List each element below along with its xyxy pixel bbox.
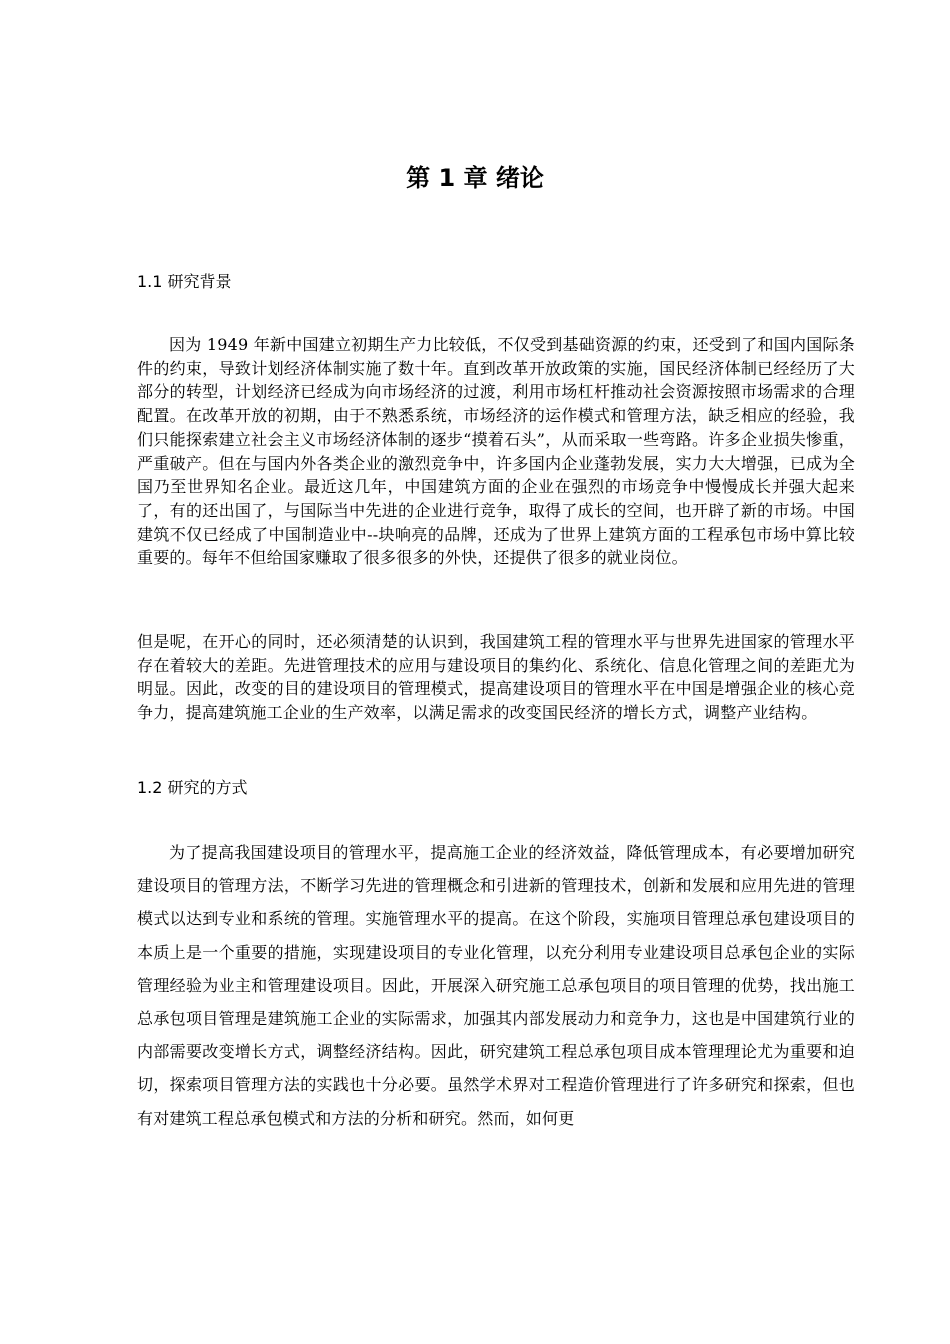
section-heading-1-2: 1.2 研究的方式	[137, 778, 248, 797]
section-heading-1-1: 1.1 研究背景	[137, 272, 232, 291]
paragraph-background-1: 因为 1949 年新中国建立初期生产力比较低，不仅受到基础资源的约束，还受到了和国内国际条件的约束，导致计划经济体制实施了数十年。直到改革开放政策的实施，国民经济体制已经经历了大部分的转型，计划经济已经成为向市场经济的过渡，利用市场杠杆推动社会资源按照市场需求的合理配置。在改革开放的初期，由于不熟悉系统，市场经济的运作模式和管理方法，缺乏相应的经验，我们只能探索建立社会主义市场经济体制的逐步“摸着石头”，从而采取一些弯路。许多企业损失惨重，严重破产。但在与国内外各类企业的激烈竞争中，许多国内企业蓬勃发展，实力大大增强，已成为全国乃至世界知名企业。最近这几年，中国建筑方面的企业在强烈的市场竞争中慢慢成长并强大起来了，有的还出国了，与国际当中先进的企业进行竞争，取得了成长的空间，也开辟了新的市场。中国建筑不仅已经成了中国制造业中--块响亮的品牌，还成为了世界上建筑方面的工程承包市场中算比较重要的。每年不但给国家赚取了很多很多的外快，还提供了很多的就业岗位。	[137, 335, 855, 568]
paragraph-method-1: 为了提高我国建设项目的管理水平，提高施工企业的经济效益，降低管理成本，有必要增加研究建设项目的管理方法，不断学习先进的管理概念和引进新的管理技术，创新和发展和应用先进的管理模式以达到专业和系统的管理。实施管理水平的提高。在这个阶段，实施项目管理总承包建设项目的本质上是一个重要的措施，实现建设项目的专业化管理，以充分利用专业建设项目总承包企业的实际管理经验为业主和管理建设项目。因此，开展深入研究施工总承包项目的项目管理的优势，找出施工总承包项目管理是建筑施工企业的实际需求，加强其内部发展动力和竞争力，这也是中国建筑行业的内部需要改变增长方式，调整经济结构。因此，研究建筑工程总承包项目成本管理理论尤为重要和迫切，探索项目管理方法的实践也十分必要。虽然学术界对工程造价管理进行了许多研究和探索，但也有对建筑工程总承包模式和方法的分析和研究。然而，如何更	[137, 843, 855, 1128]
chapter-title: 第 1 章 绪论	[406, 164, 544, 192]
paragraph-background-2: 但是呢，在开心的同时，还必须清楚的认识到，我国建筑工程的管理水平与世界先进国家的管理水平存在着较大的差距。先进管理技术的应用与建设项目的集约化、系统化、信息化管理之间的差距尤为明显。因此，改变的目的建设项目的管理模式，提高建设项目的管理水平在中国是增强企业的核心竞争力，提高建筑施工企业的生产效率，以满足需求的改变国民经济的增长方式，调整产业结构。	[137, 632, 855, 723]
